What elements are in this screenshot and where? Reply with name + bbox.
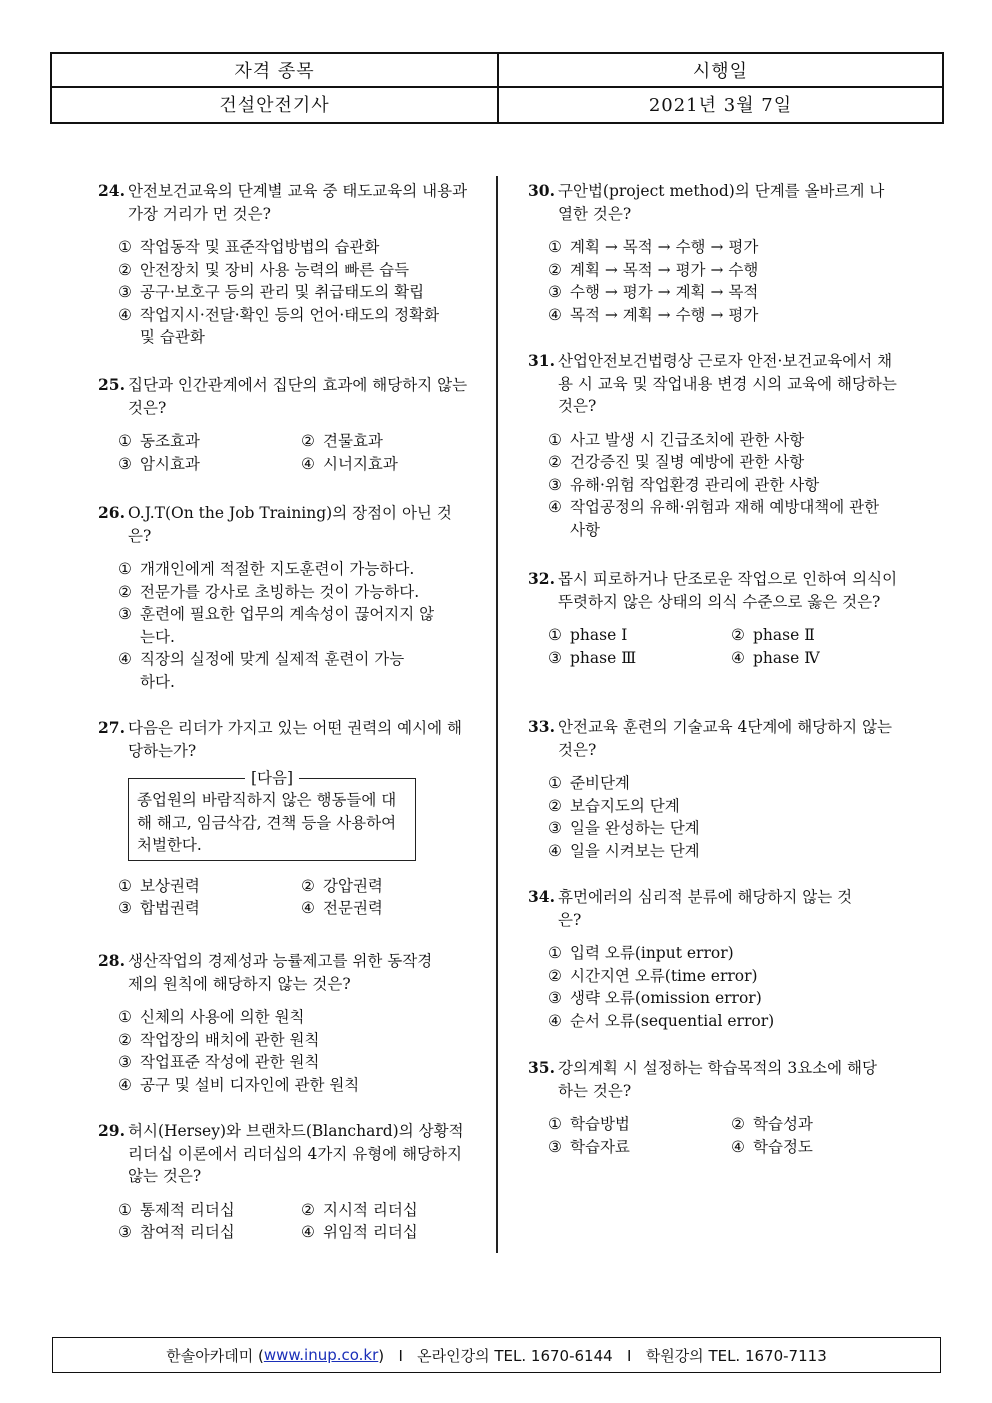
- question-number: 25.: [98, 375, 125, 394]
- example-box-text: 종업원의 바람직하지 않은 행동들에 대해 해고, 임금삭감, 견책 등을 사용하여 처벌한다.: [137, 791, 397, 854]
- subject-column-label: 자격 종목: [52, 54, 499, 86]
- option-text: 작업동작 및 표준작업방법의 습관화: [140, 238, 380, 256]
- option-mark: ③: [118, 283, 132, 301]
- option-mark: ①: [118, 876, 132, 895]
- option-text: 작업지시·전달·확인 등의 언어·태도의 정확화 및 습관화: [140, 305, 440, 346]
- option-2[interactable]: [548, 259, 888, 282]
- option-mark: ③: [548, 1137, 562, 1156]
- option-4[interactable]: [548, 496, 888, 541]
- option-text: 준비단계: [570, 774, 630, 792]
- column-divider: [496, 176, 498, 1253]
- question-number: 33.: [528, 717, 555, 736]
- question-number: 32.: [528, 569, 555, 588]
- question-text: 다음은 리더가 가지고 있는 어떤 권력의 예시에 해당하는가?: [128, 719, 462, 760]
- footer-brand: 한솔아카데미 (: [166, 1346, 264, 1365]
- option-text: 입력 오류(input error): [570, 944, 734, 962]
- option-mark: ①: [548, 626, 562, 644]
- option-text: 건강증진 및 질병 예방에 관한 사항: [570, 453, 805, 471]
- option-mark: ④: [548, 305, 562, 324]
- footer-contact-info: ) I 온라인강의 TEL. 1670-6144 I 학원강의 TEL. 1670-7113: [378, 1346, 827, 1365]
- question-text: 산업안전보건법령상 근로자 안전·보건교육에서 채용 시 교육 및 작업내용 변경 시의 교육에 해당하는 것은?: [558, 352, 897, 415]
- option-text: 직장의 실정에 맞게 실제적 훈련이 가능하다.: [140, 650, 405, 691]
- option-3[interactable]: [118, 603, 443, 648]
- option-text: 학습방법: [570, 1115, 630, 1133]
- option-4[interactable]: [731, 647, 914, 670]
- option-mark: ③: [548, 819, 562, 837]
- option-4[interactable]: [118, 304, 448, 349]
- option-text: 통제적 리더십: [140, 1200, 235, 1219]
- option-4[interactable]: [548, 304, 888, 327]
- option-text: 학습정도: [753, 1137, 813, 1156]
- option-1[interactable]: [548, 942, 873, 965]
- question-number: 34.: [528, 887, 555, 906]
- option-mark: ②: [118, 1030, 132, 1049]
- option-1[interactable]: [118, 1199, 301, 1222]
- option-text: 합법권력: [140, 899, 200, 917]
- question-number: 30.: [528, 181, 555, 200]
- option-mark: ①: [548, 944, 562, 962]
- question-27: [98, 717, 470, 920]
- option-mark: ③: [118, 605, 132, 623]
- option-mark: ③: [548, 648, 562, 667]
- option-text: 시너지효과: [323, 454, 398, 473]
- option-2[interactable]: [118, 259, 470, 282]
- option-text: 순서 오류(sequential error): [570, 1011, 775, 1030]
- question-31: [528, 350, 900, 541]
- option-1[interactable]: [118, 236, 470, 259]
- option-3[interactable]: [548, 817, 900, 840]
- option-text: 개개인에게 적절한 지도훈련이 가능하다.: [140, 560, 415, 578]
- option-3[interactable]: [548, 1136, 731, 1159]
- option-mark: ①: [118, 1200, 132, 1219]
- option-mark: ②: [548, 260, 562, 279]
- option-mark: ④: [548, 498, 562, 516]
- option-text: 지시적 리더십: [323, 1200, 418, 1219]
- option-4[interactable]: [548, 840, 900, 863]
- option-2[interactable]: [731, 624, 914, 647]
- option-text: phase Ⅰ: [570, 626, 628, 644]
- option-mark: ④: [548, 841, 562, 860]
- option-2[interactable]: [118, 1029, 438, 1052]
- option-mark: ①: [118, 238, 132, 256]
- option-4[interactable]: [301, 897, 484, 920]
- option-mark: ④: [731, 648, 745, 667]
- option-2[interactable]: [731, 1113, 914, 1136]
- question-number: 35.: [528, 1058, 555, 1077]
- option-3[interactable]: [118, 1051, 438, 1074]
- question-number: 24.: [98, 181, 125, 200]
- option-1[interactable]: [118, 430, 301, 453]
- option-mark: ④: [301, 899, 315, 917]
- option-mark: ③: [548, 283, 562, 301]
- option-mark: ②: [548, 796, 562, 815]
- option-1[interactable]: [118, 558, 460, 581]
- option-text: 보습지도의 단계: [570, 796, 680, 815]
- option-mark: ④: [118, 650, 132, 668]
- option-3[interactable]: [548, 647, 731, 670]
- option-text: 보상권력: [140, 876, 200, 895]
- option-mark: ④: [301, 1223, 315, 1241]
- option-1[interactable]: [548, 236, 888, 259]
- option-text: 작업공정의 유해·위험과 재해 예방대책에 관한 사항: [570, 498, 880, 539]
- option-1[interactable]: [548, 624, 731, 647]
- option-1[interactable]: [548, 1113, 731, 1136]
- option-text: phase Ⅳ: [753, 648, 820, 667]
- option-4[interactable]: [118, 648, 408, 693]
- option-mark: ③: [118, 1053, 132, 1071]
- option-4[interactable]: [118, 1074, 438, 1097]
- question-text: 몹시 피로하거나 단조로운 작업으로 인하여 의식이 뚜렷하지 않은 상태의 의식 수준으로 옳은 것은?: [558, 570, 898, 611]
- question-34: [528, 886, 873, 1032]
- option-mark: ①: [118, 432, 132, 450]
- option-3[interactable]: [548, 474, 900, 497]
- option-text: 참여적 리더십: [140, 1223, 235, 1241]
- question-text: 휴먼에러의 심리적 분류에 해당하지 않는 것은?: [558, 888, 853, 929]
- question-33: [528, 716, 900, 862]
- option-mark: ②: [301, 1200, 315, 1219]
- option-text: 동조효과: [140, 432, 200, 450]
- date-column-label: 시행일: [692, 61, 749, 82]
- question-29: [98, 1120, 478, 1244]
- option-1[interactable]: [548, 429, 900, 452]
- example-box: [128, 769, 416, 861]
- option-text: 일을 시켜보는 단계: [570, 841, 700, 860]
- option-mark: ①: [548, 774, 562, 792]
- option-4[interactable]: [548, 1010, 873, 1033]
- option-text: 생략 오류(omission error): [570, 989, 762, 1007]
- option-mark: ④: [548, 1011, 562, 1030]
- option-mark: ②: [301, 432, 315, 450]
- option-text: 시간지연 오류(time error): [570, 966, 758, 985]
- option-text: 계획 → 목적 → 수행 → 평가: [570, 238, 759, 256]
- question-28: [98, 950, 438, 1096]
- exam-date-value: 2021년 3월 7일: [648, 95, 793, 116]
- question-text: 안전교육 훈련의 기술교육 4단계에 해당하지 않는 것은?: [558, 718, 892, 759]
- option-4[interactable]: [301, 453, 484, 476]
- option-mark: ①: [548, 238, 562, 256]
- option-3[interactable]: [548, 281, 888, 304]
- option-text: 학습자료: [570, 1137, 630, 1156]
- option-mark: ①: [548, 1115, 562, 1133]
- option-mark: ①: [118, 1008, 132, 1026]
- question-number: 31.: [528, 351, 555, 370]
- option-text: 위임적 리더십: [323, 1223, 418, 1241]
- question-text: 허시(Hersey)와 브랜차드(Blanchard)의 상황적 리더십 이론에서 리더십의 4가지 유형에 해당하지 않는 것은?: [128, 1122, 464, 1185]
- option-mark: ②: [731, 1115, 745, 1133]
- option-text: 계획 → 목적 → 평가 → 수행: [570, 260, 759, 279]
- option-mark: ②: [548, 453, 562, 471]
- option-2[interactable]: [548, 965, 873, 988]
- subject-value: 건설안전기사: [52, 86, 499, 122]
- question-35: [528, 1057, 888, 1158]
- option-text: 작업표준 작성에 관한 원칙: [140, 1053, 320, 1071]
- question-24: [98, 180, 470, 349]
- option-text: 공구 및 설비 디자인에 관한 원칙: [140, 1075, 360, 1094]
- question-text: O.J.T(On the Job Training)의 장점이 아닌 것은?: [128, 504, 452, 545]
- question-26: [98, 502, 460, 693]
- option-text: 신체의 사용에 의한 원칙: [140, 1008, 305, 1026]
- option-mark: ③: [118, 454, 132, 473]
- option-3[interactable]: [548, 987, 873, 1010]
- question-text: 강의계획 시 설정하는 학습목적의 3요소에 해당하는 것은?: [558, 1059, 877, 1100]
- option-mark: ④: [731, 1137, 745, 1156]
- example-box-legend: [다음]: [245, 767, 299, 790]
- option-mark: ②: [301, 876, 315, 895]
- option-mark: ④: [301, 454, 315, 473]
- question-25: [98, 374, 478, 475]
- option-2[interactable]: [301, 1199, 484, 1222]
- option-text: phase Ⅲ: [570, 648, 637, 667]
- option-mark: ①: [548, 430, 562, 449]
- option-text: phase Ⅱ: [753, 626, 815, 644]
- question-number: 26.: [98, 503, 125, 522]
- exam-info-value-row: [52, 86, 942, 122]
- option-1[interactable]: [548, 772, 900, 795]
- option-mark: ④: [118, 1075, 132, 1094]
- option-mark: ②: [548, 966, 562, 985]
- option-2[interactable]: [301, 875, 484, 898]
- option-mark: ③: [548, 989, 562, 1007]
- question-text: 안전보건교육의 단계별 교육 중 태도교육의 내용과 가장 거리가 먼 것은?: [128, 182, 468, 223]
- option-mark: ③: [548, 475, 562, 494]
- option-mark: ②: [118, 260, 132, 279]
- option-text: 목적 → 계획 → 수행 → 평가: [570, 305, 759, 324]
- option-2[interactable]: [548, 451, 900, 474]
- question-30: [528, 180, 888, 326]
- option-text: 전문권력: [323, 899, 383, 917]
- option-mark: ④: [118, 305, 132, 324]
- option-text: 작업장의 배치에 관한 원칙: [140, 1030, 320, 1049]
- option-text: 공구·보호구 등의 관리 및 취급태도의 확립: [140, 283, 425, 301]
- option-mark: ③: [118, 1223, 132, 1241]
- option-2[interactable]: [301, 430, 484, 453]
- page-footer: [52, 1337, 941, 1373]
- option-mark: ③: [118, 899, 132, 917]
- option-text: 훈련에 필요한 업무의 계속성이 끊어지지 않는다.: [140, 605, 435, 646]
- option-3[interactable]: [118, 453, 301, 476]
- option-mark: ②: [118, 582, 132, 601]
- option-text: 견물효과: [323, 432, 383, 450]
- option-3[interactable]: [118, 281, 470, 304]
- option-text: 학습성과: [753, 1115, 813, 1133]
- option-3[interactable]: [118, 1221, 301, 1244]
- question-text: 집단과 인간관계에서 집단의 효과에 해당하지 않는 것은?: [128, 376, 468, 417]
- option-2[interactable]: [118, 581, 460, 604]
- option-text: 유해·위험 작업환경 관리에 관한 사항: [570, 475, 820, 494]
- exam-info-table: [50, 52, 944, 124]
- option-1[interactable]: [118, 875, 301, 898]
- option-text: 강압권력: [323, 876, 383, 895]
- option-1[interactable]: [118, 1006, 438, 1029]
- option-text: 안전장치 및 장비 사용 능력의 빠른 습득: [140, 260, 410, 279]
- question-number: 29.: [98, 1121, 125, 1140]
- option-2[interactable]: [548, 795, 900, 818]
- option-3[interactable]: [118, 897, 301, 920]
- exam-info-header-row: [52, 54, 942, 88]
- option-text: 일을 완성하는 단계: [570, 819, 700, 837]
- option-mark: ①: [118, 560, 132, 578]
- question-text: 생산작업의 경제성과 능률제고를 위한 동작경제의 원칙에 해당하지 않는 것은?: [128, 952, 433, 993]
- question-text: 구안법(project method)의 단계를 올바르게 나열한 것은?: [558, 182, 885, 223]
- option-text: 수행 → 평가 → 계획 → 목적: [570, 283, 759, 301]
- option-4[interactable]: [731, 1136, 914, 1159]
- option-text: 사고 발생 시 긴급조치에 관한 사항: [570, 430, 805, 449]
- option-mark: ②: [731, 626, 745, 644]
- question-number: 27.: [98, 718, 125, 737]
- question-number: 28.: [98, 951, 125, 970]
- option-text: 암시효과: [140, 454, 200, 473]
- option-4[interactable]: [301, 1221, 484, 1244]
- option-text: 전문가를 강사로 초빙하는 것이 가능하다.: [140, 582, 420, 601]
- question-32: [528, 568, 898, 669]
- footer-website-link[interactable]: www.inup.co.kr: [263, 1346, 379, 1364]
